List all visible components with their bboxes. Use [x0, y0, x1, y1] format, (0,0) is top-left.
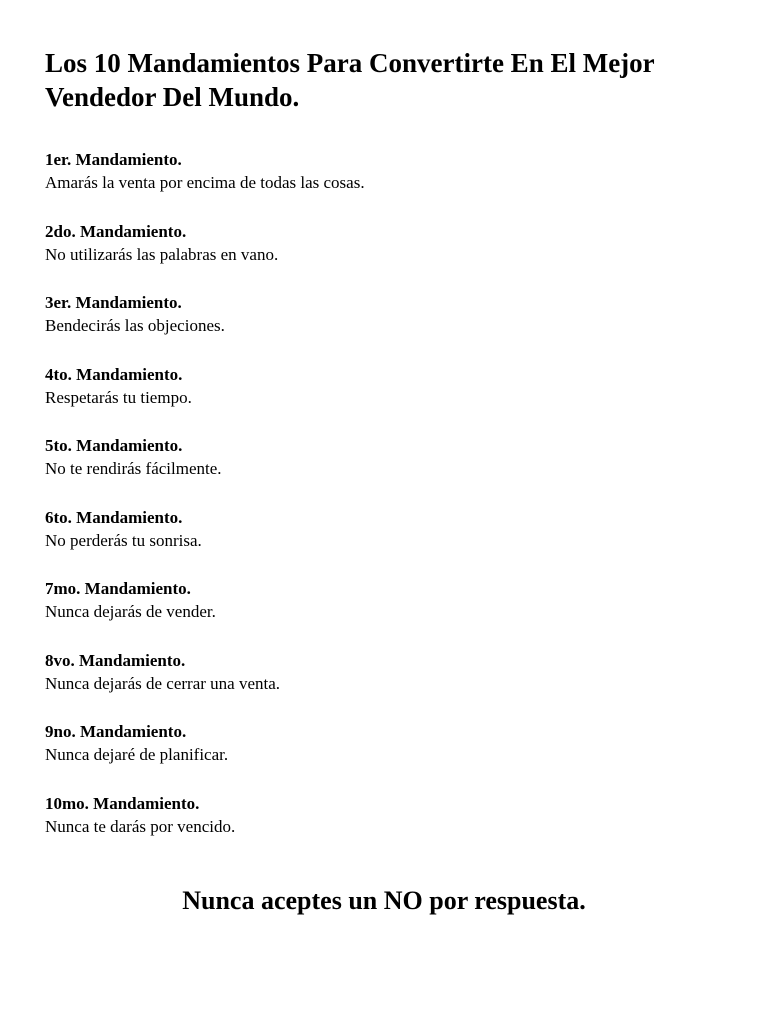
commandments-list [45, 148, 735, 863]
commandment-text: Nunca dejarás de cerrar una venta. [45, 673, 281, 693]
commandment-text: No perderás tu sonrisa. [45, 530, 202, 550]
commandment-text: Nunca dejarás de vender. [45, 602, 216, 621]
commandment-heading: 6to. Mandamiento. [45, 507, 183, 527]
commandment-text: No utilizarás las palabras en vano. [45, 244, 279, 264]
commandment-item [45, 792, 735, 864]
commandment-heading: 10mo. Mandamiento. [45, 793, 200, 813]
commandment-item [45, 506, 735, 578]
commandment-text: Nunca dejaré de planificar. [45, 745, 229, 764]
commandment-heading: 9no. Mandamiento. [45, 722, 187, 741]
commandment-text: Respetarás tu tiempo. [45, 387, 192, 407]
commandment-heading: 4to. Mandamiento. [45, 364, 183, 384]
commandment-text: Bendecirás las objeciones. [45, 316, 225, 335]
commandment-item [45, 577, 735, 649]
commandment-heading: 3er. Mandamiento. [45, 293, 182, 312]
closing-statement: Nunca aceptes un NO por respuesta. [182, 886, 586, 915]
commandment-heading: 5to. Mandamiento. [45, 436, 183, 455]
commandment-text: No te rendirás fácilmente. [45, 459, 222, 478]
commandment-heading: 8vo. Mandamiento. [45, 650, 186, 670]
commandment-heading: 1er. Mandamiento. [45, 150, 182, 169]
commandment-item [45, 434, 735, 506]
commandment-text: Nunca te darás por vencido. [45, 816, 236, 836]
commandment-text: Amarás la venta por encima de todas las cosas. [45, 173, 365, 192]
commandment-item [45, 720, 735, 792]
commandment-item [45, 291, 735, 363]
commandment-item [45, 148, 735, 220]
commandment-item [45, 649, 735, 721]
commandment-heading: 7mo. Mandamiento. [45, 579, 191, 598]
document-title: Los 10 Mandamientos Para Convertirte En El Mejor Vendedor Del Mundo. [45, 48, 655, 112]
commandment-item [45, 220, 735, 292]
commandment-heading: 2do. Mandamiento. [45, 221, 187, 241]
commandment-item [45, 363, 735, 435]
